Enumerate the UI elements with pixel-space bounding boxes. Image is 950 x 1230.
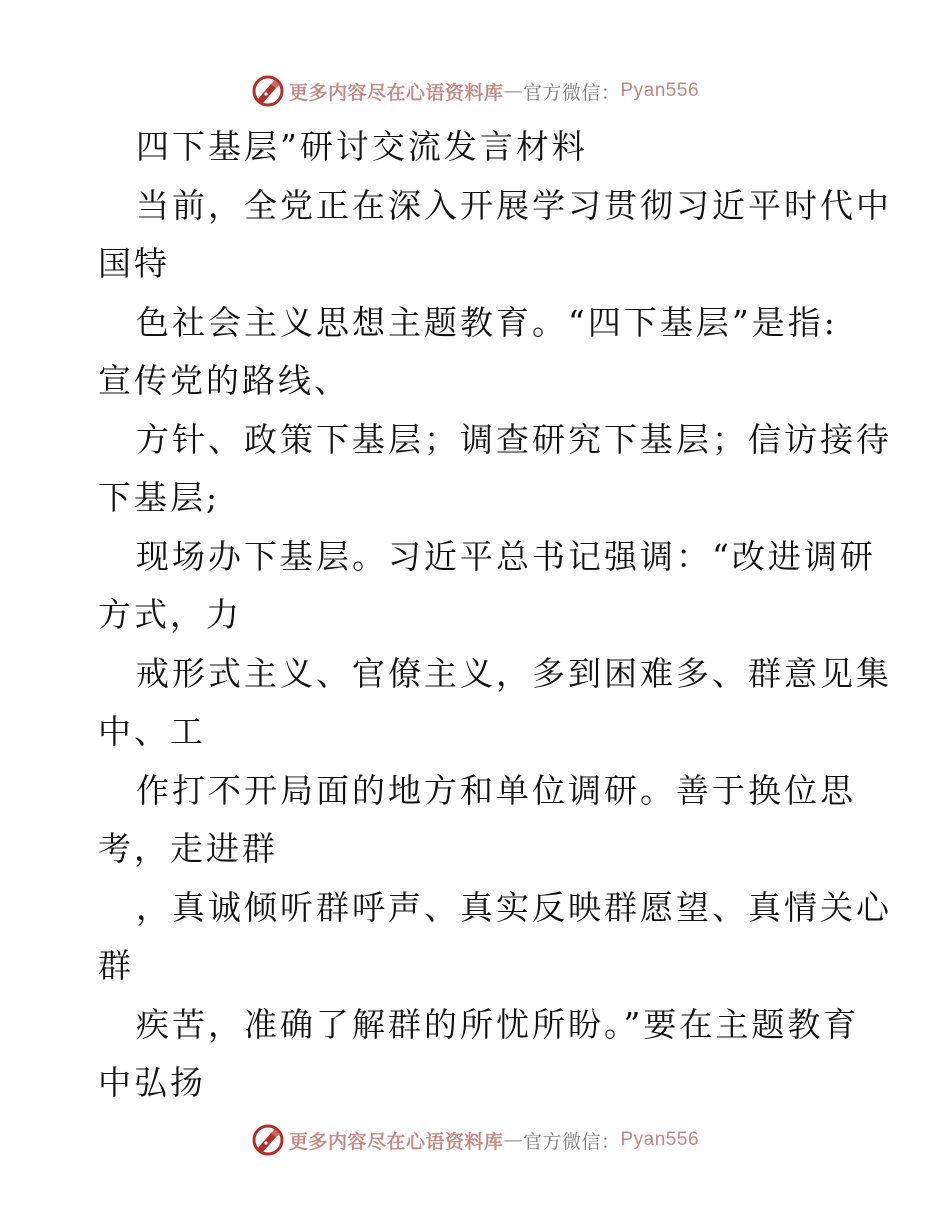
paragraph-line: 国特 xyxy=(98,244,170,283)
document-title: 四下基层”研讨交流发言材料 xyxy=(136,127,588,166)
site-name: 更多内容尽在心语资料库 xyxy=(288,81,504,104)
pen-nib-logo-icon xyxy=(251,74,285,108)
wechat-account: Pyan556 xyxy=(620,1129,700,1150)
paragraph-line: 色社会主义思想主题教育。“四下基层”是指: xyxy=(136,302,838,342)
paragraph-line: 群 xyxy=(98,946,134,985)
paragraph-line: 中、工 xyxy=(98,712,206,751)
site-name: 更多内容尽在心语资料库 xyxy=(288,1130,504,1153)
paragraph-line: ，真诚倾听群呼声、真实反映群愿望、真情关心 xyxy=(136,887,892,927)
footer-banner xyxy=(0,1120,950,1160)
header-banner xyxy=(0,71,950,111)
document-body xyxy=(98,118,892,1113)
paragraph-line: 现场办下基层。习近平总书记强调：“改进调研 xyxy=(136,536,876,576)
paragraph-line: 疾苦，准确了解群的所忧所盼。”要在主题教育 xyxy=(136,1004,860,1044)
separator-dash: — xyxy=(503,80,523,102)
paragraph-line: 下基层; xyxy=(98,478,221,517)
pen-nib-logo-icon xyxy=(251,1123,285,1157)
paragraph-line: 方针、政策下基层；调查研究下基层；信访接待 xyxy=(136,419,892,459)
paragraph-line: 戒形式主义、官僚主义，多到困难多、群意见集 xyxy=(136,653,892,693)
paragraph-line: 中弘扬 xyxy=(98,1063,206,1102)
paragraph-line: 宣传党的路线、 xyxy=(98,361,350,400)
separator-dash: — xyxy=(503,1129,523,1151)
wechat-account: Pyan556 xyxy=(620,80,700,101)
paragraph-line: 方式，力 xyxy=(98,595,242,634)
paragraph-line: 考，走进群 xyxy=(98,829,278,868)
paragraph-line: 作打不开局面的地方和单位调研。善于换位思 xyxy=(136,770,856,810)
wechat-label: 官方微信： xyxy=(522,81,621,104)
wechat-label: 官方微信： xyxy=(522,1130,621,1153)
paragraph-line: 当前，全党正在深入开展学习贯彻习近平时代中 xyxy=(136,185,892,225)
